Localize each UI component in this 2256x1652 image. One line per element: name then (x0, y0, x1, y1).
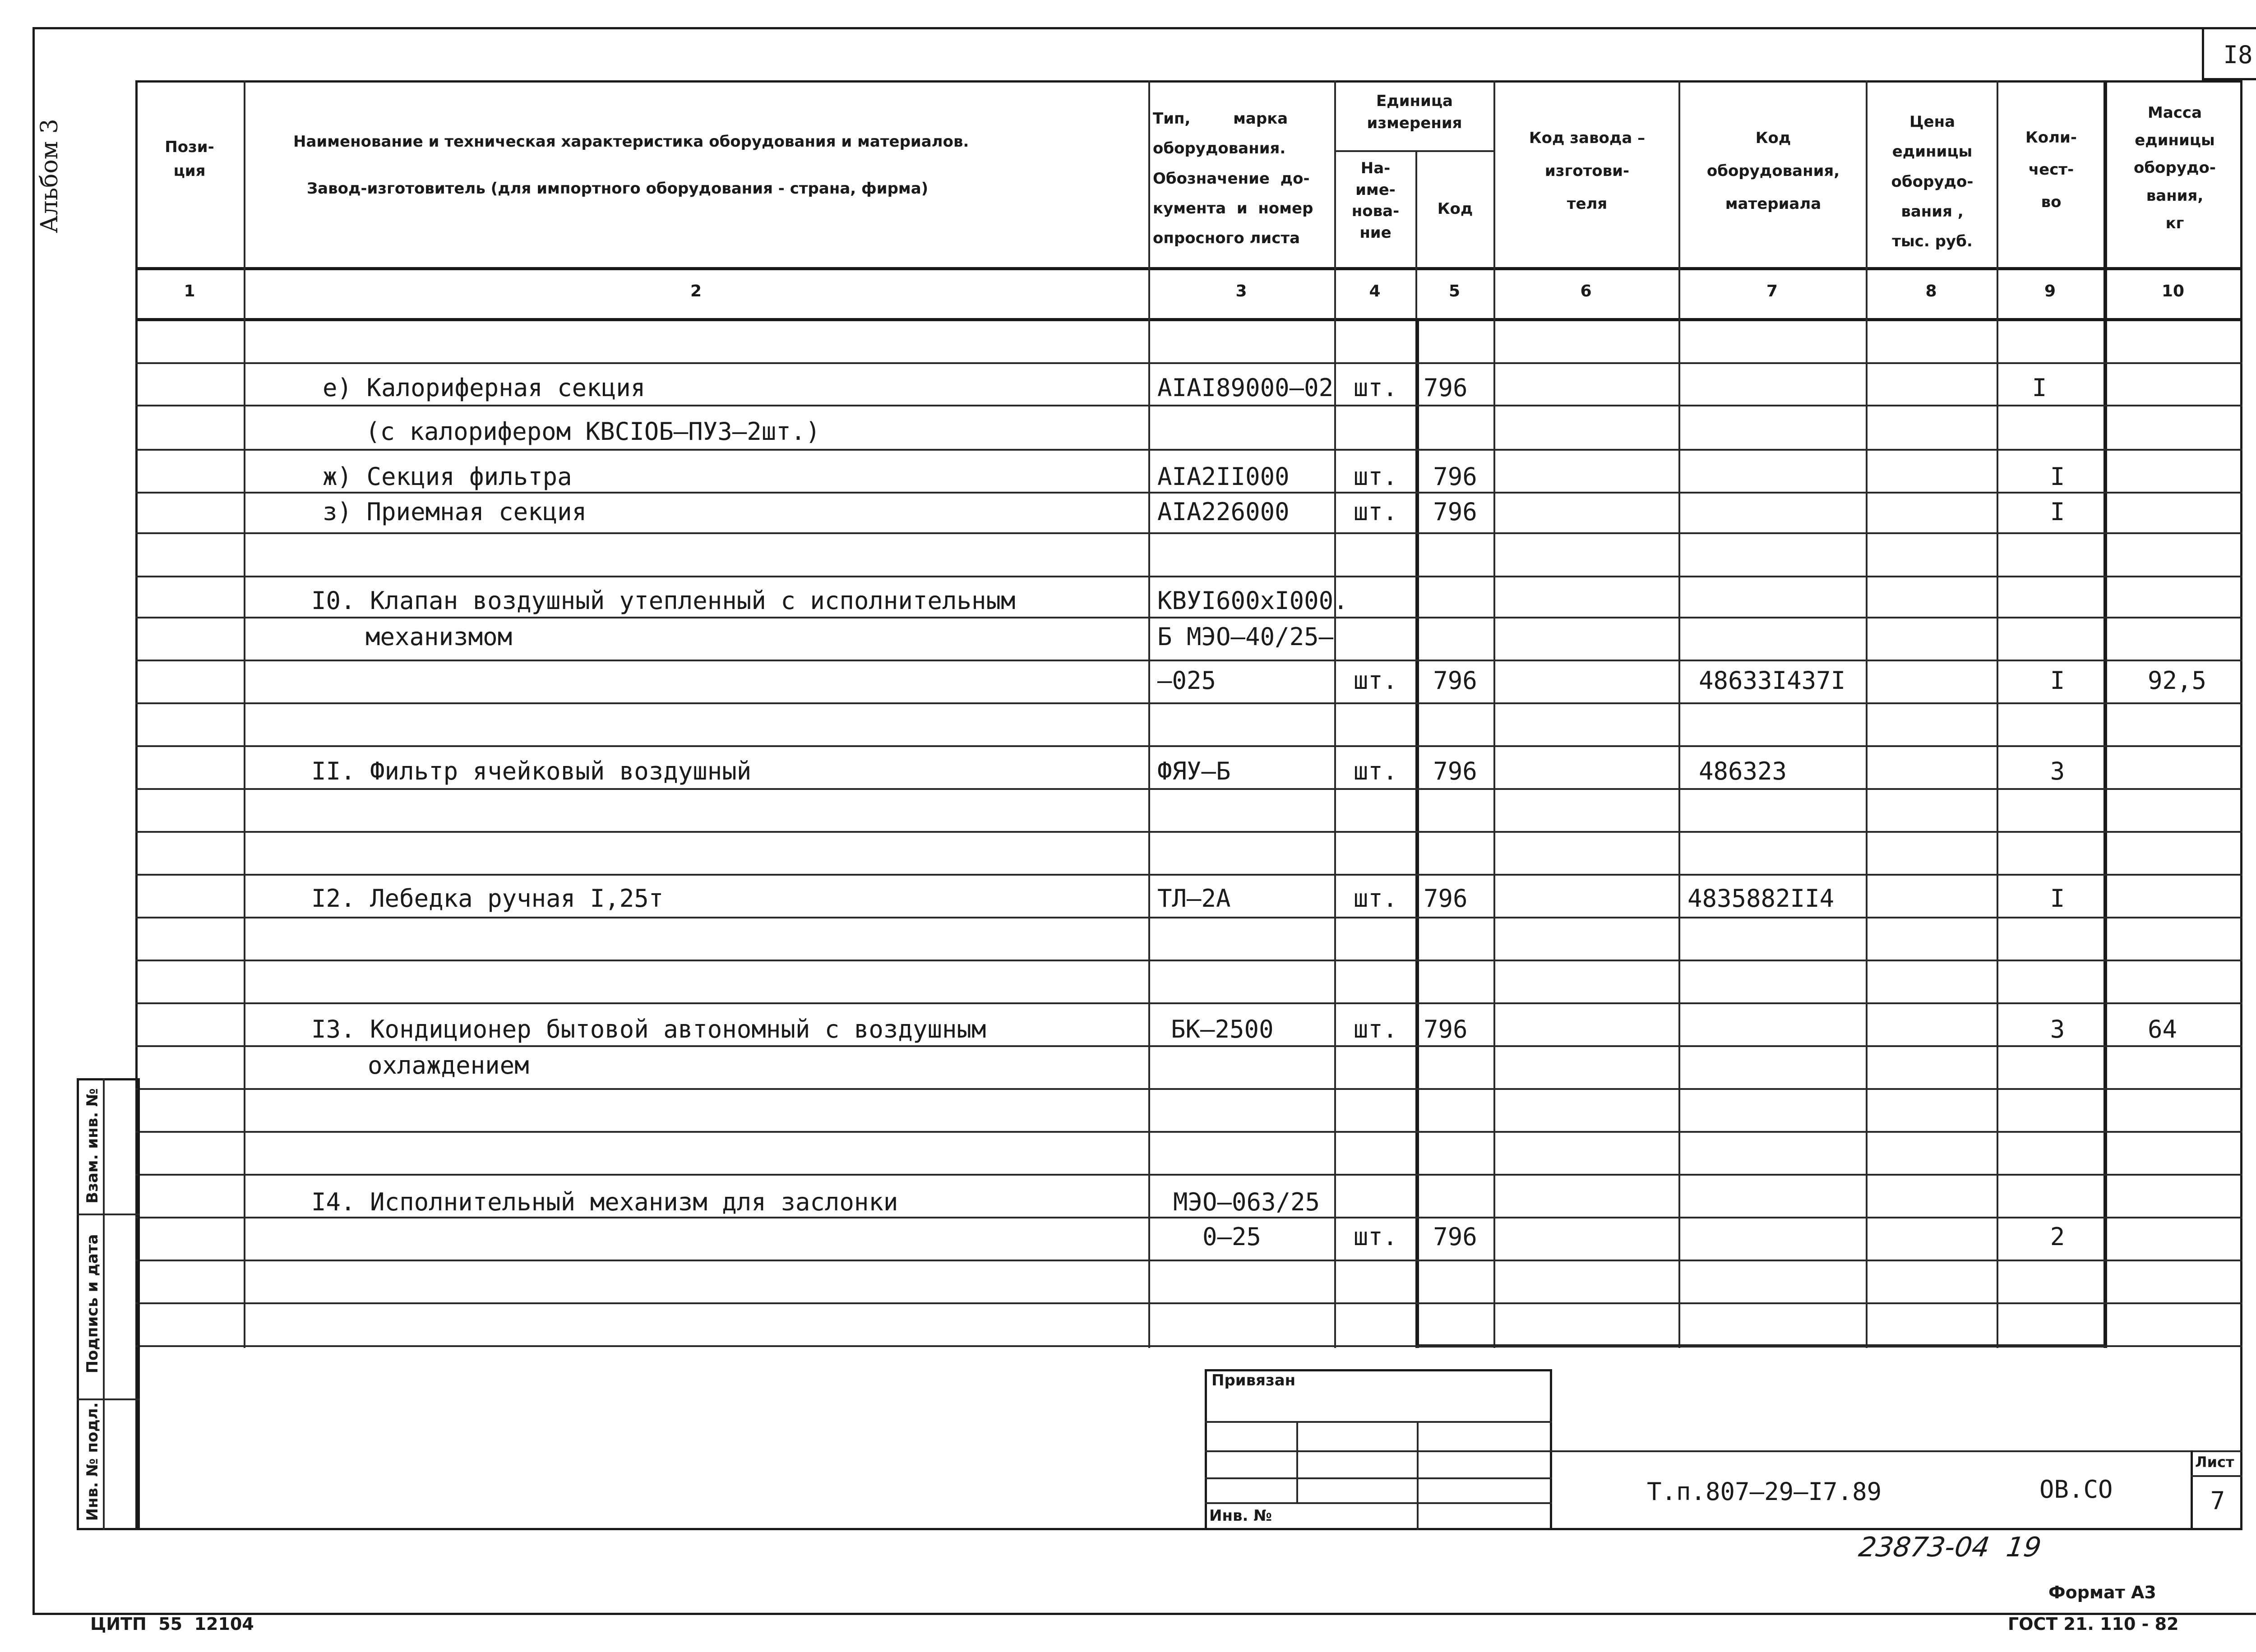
top-sheet-number: I8 (2223, 41, 2253, 69)
item-name: з) Приемная секция (323, 498, 587, 526)
header-col4: На- име- нова- ние (1351, 159, 1400, 242)
item-type: –025 (1157, 666, 1216, 695)
item-code: 796 (1433, 666, 1477, 695)
row-line (135, 617, 2242, 618)
item-qty: 2 (2050, 1223, 2065, 1251)
item-code: 796 (1424, 884, 1468, 913)
item-type: ФЯУ–Б (1157, 757, 1231, 785)
sheet-box-line (2191, 1475, 2242, 1477)
item-qty: 3 (2050, 1015, 2065, 1043)
item-qty: I (2050, 884, 2065, 913)
sheet-number: 7 (2210, 1486, 2225, 1515)
header-bottom-line (135, 267, 2242, 270)
colnum-1: 1 (184, 282, 195, 300)
row-line (135, 1002, 2242, 1004)
stamp-line (1205, 1450, 1552, 1452)
row-line (135, 1345, 2242, 1347)
row-line (135, 788, 2242, 790)
item-unit: шт. (1353, 1015, 1398, 1043)
handwritten-number: 23873-04 19 (1857, 1532, 2043, 1563)
header-col8: Цена единицы оборудо- вания , тыс. руб. (1891, 113, 1974, 251)
linked-box (1205, 1369, 1552, 1530)
item-name: е) Калориферная секция (323, 374, 646, 402)
item-name: механизмом (365, 623, 513, 651)
header-col6: Код завода – изготови- теля (1529, 129, 1646, 213)
row-line (135, 960, 2242, 961)
format-label: Формат А3 (2048, 1583, 2156, 1602)
col-line-1 (244, 80, 245, 1348)
row-line (135, 660, 2242, 661)
header-col1: Пози- ция (165, 138, 214, 180)
item-name: I4. Исполнительный механизм для заслонки (311, 1188, 898, 1216)
header-col2-line2: Завод-изготовитель (для импортного оборудования - страна, фирма) (307, 180, 929, 198)
header-col7: Код оборудования, материала (1706, 129, 1840, 213)
stamp-line (1205, 1421, 1552, 1423)
colnum-bottom-line (135, 318, 2242, 321)
item-qty: 3 (2050, 757, 2065, 785)
stamp-divider (1296, 1421, 1298, 1502)
colnum-8: 8 (1925, 282, 1937, 300)
gost-label: ГОСТ 21. 110 - 82 (2008, 1614, 2179, 1634)
item-name: I0. Клапан воздушный утепленный с исполнительным (311, 586, 1016, 615)
row-line (135, 917, 2242, 918)
item-name: охлаждением (368, 1051, 529, 1080)
row-line (135, 831, 2242, 833)
side-inv-replace: Взам. инв. № (83, 1088, 102, 1204)
unit-group-line (1334, 150, 1493, 152)
item-code: 796 (1433, 498, 1477, 526)
row-line (135, 874, 2242, 876)
colnum-6: 6 (1580, 282, 1592, 300)
doc-code: Т.п.807–29–I7.89 (1647, 1477, 1882, 1506)
row-line (135, 702, 2242, 704)
item-name: (с калорифером КВСIОБ–ПУЗ–2шт.) (365, 417, 820, 446)
side-stamp-line (77, 1214, 140, 1215)
item-type: AIA226000 (1157, 498, 1290, 526)
header-unit-group: Единица измерения (1367, 92, 1462, 133)
col-line-2 (1148, 80, 1150, 1348)
printer-code: ЦИТП 55 12104 (90, 1614, 254, 1634)
row-line (135, 1088, 2242, 1090)
stamp-line (1205, 1477, 1552, 1479)
side-sign-date: Подпись и дата (83, 1234, 102, 1374)
colnum-7: 7 (1766, 282, 1778, 300)
item-qty: I (2032, 374, 2047, 402)
item-name: II. Фильтр ячейковый воздушный (311, 757, 752, 785)
colnum-3: 3 (1235, 282, 1247, 300)
row-line (135, 405, 2242, 406)
colnum-2: 2 (690, 282, 702, 300)
row-line (135, 1217, 2242, 1218)
item-name: I2. Лебедка ручная I,25т (311, 884, 664, 913)
colnum-9: 9 (2044, 282, 2056, 300)
colnum-10: 10 (2161, 282, 2185, 300)
header-col5: Код (1437, 200, 1473, 218)
item-type: МЭО–063/25 (1173, 1188, 1320, 1216)
item-unit: шт. (1353, 884, 1398, 913)
row-line (135, 745, 2242, 747)
header-col9: Коли- чест- во (2025, 129, 2077, 211)
header-col10: Масса единицы оборудо- вания, кг (2134, 104, 2216, 232)
row-line (135, 449, 2242, 451)
header-col2-line1: Наименование и техническая характеристика оборудования и материалов. (293, 133, 969, 151)
item-unit: шт. (1353, 757, 1398, 785)
item-equip-code: 48633I437I (1699, 666, 1846, 695)
colnum-4: 4 (1369, 282, 1381, 300)
header-col3: Тип, марка оборудования. Обозначение до- кумента и номер опросного листа (1153, 110, 1313, 248)
item-qty: I (2050, 498, 2065, 526)
item-code: 796 (1424, 1015, 1468, 1043)
col-line-9 (2103, 80, 2107, 1348)
row-line (135, 1131, 2242, 1133)
item-qty: I (2050, 462, 2065, 491)
col-line-7 (1866, 80, 1868, 1348)
doc-code-top-line (1552, 1450, 2242, 1452)
item-qty: I (2050, 666, 2065, 695)
item-type: AIA2II000 (1157, 462, 1290, 491)
item-mass: 64 (2148, 1015, 2177, 1043)
row-line (135, 1302, 2242, 1304)
item-unit: шт. (1353, 498, 1398, 526)
row-line (135, 1045, 2242, 1047)
inv-no-label: Инв. № (1209, 1507, 1272, 1525)
item-unit: шт. (1353, 462, 1398, 491)
item-mass: 92,5 (2147, 666, 2207, 695)
item-unit: шт. (1353, 666, 1398, 695)
row-line (135, 1260, 2242, 1261)
item-code: 796 (1424, 374, 1468, 402)
colnum-5: 5 (1448, 282, 1461, 300)
row-line (135, 492, 2242, 494)
row-line (135, 532, 2242, 534)
item-type: ТЛ–2А (1157, 884, 1231, 913)
item-equip-code: 486323 (1699, 757, 1787, 785)
section-code: ОВ.СО (2039, 1475, 2113, 1504)
item-equip-code: 4835882II4 (1687, 884, 1835, 913)
stamp-line (1205, 1502, 1552, 1504)
item-unit: шт. (1353, 1223, 1398, 1251)
item-type: БК–2500 (1171, 1015, 1274, 1043)
sheet-label: Лист (2195, 1454, 2234, 1471)
stamp-divider (1417, 1421, 1419, 1530)
row-line (135, 576, 2242, 577)
col-line-3 (1334, 80, 1336, 1348)
row-line (135, 362, 2242, 364)
row-line (135, 1174, 2242, 1176)
col-line-5 (1493, 80, 1495, 1348)
item-type: 0–25 (1202, 1223, 1262, 1251)
item-type: КВУI600хI000. (1157, 586, 1348, 615)
linked-label: Привязан (1211, 1371, 1296, 1389)
item-code: 796 (1433, 757, 1477, 785)
album-label: Альбом 3 (36, 119, 63, 233)
col-line-8 (1997, 80, 1998, 1348)
item-name: I3. Кондиционер бытовой автономный с воздушным (311, 1015, 986, 1043)
item-code: 796 (1433, 1223, 1477, 1251)
item-type: AIAI89000–02 (1157, 374, 1334, 402)
item-type: Б МЭО–40/25– (1157, 623, 1334, 651)
item-unit: шт. (1353, 374, 1398, 402)
col-line-6 (1678, 80, 1680, 1348)
side-inv-orig: Инв. № подл. (83, 1402, 102, 1521)
side-stamp-divider (103, 1078, 105, 1530)
item-name: ж) Секция фильтра (323, 462, 572, 491)
item-code: 796 (1433, 462, 1477, 491)
